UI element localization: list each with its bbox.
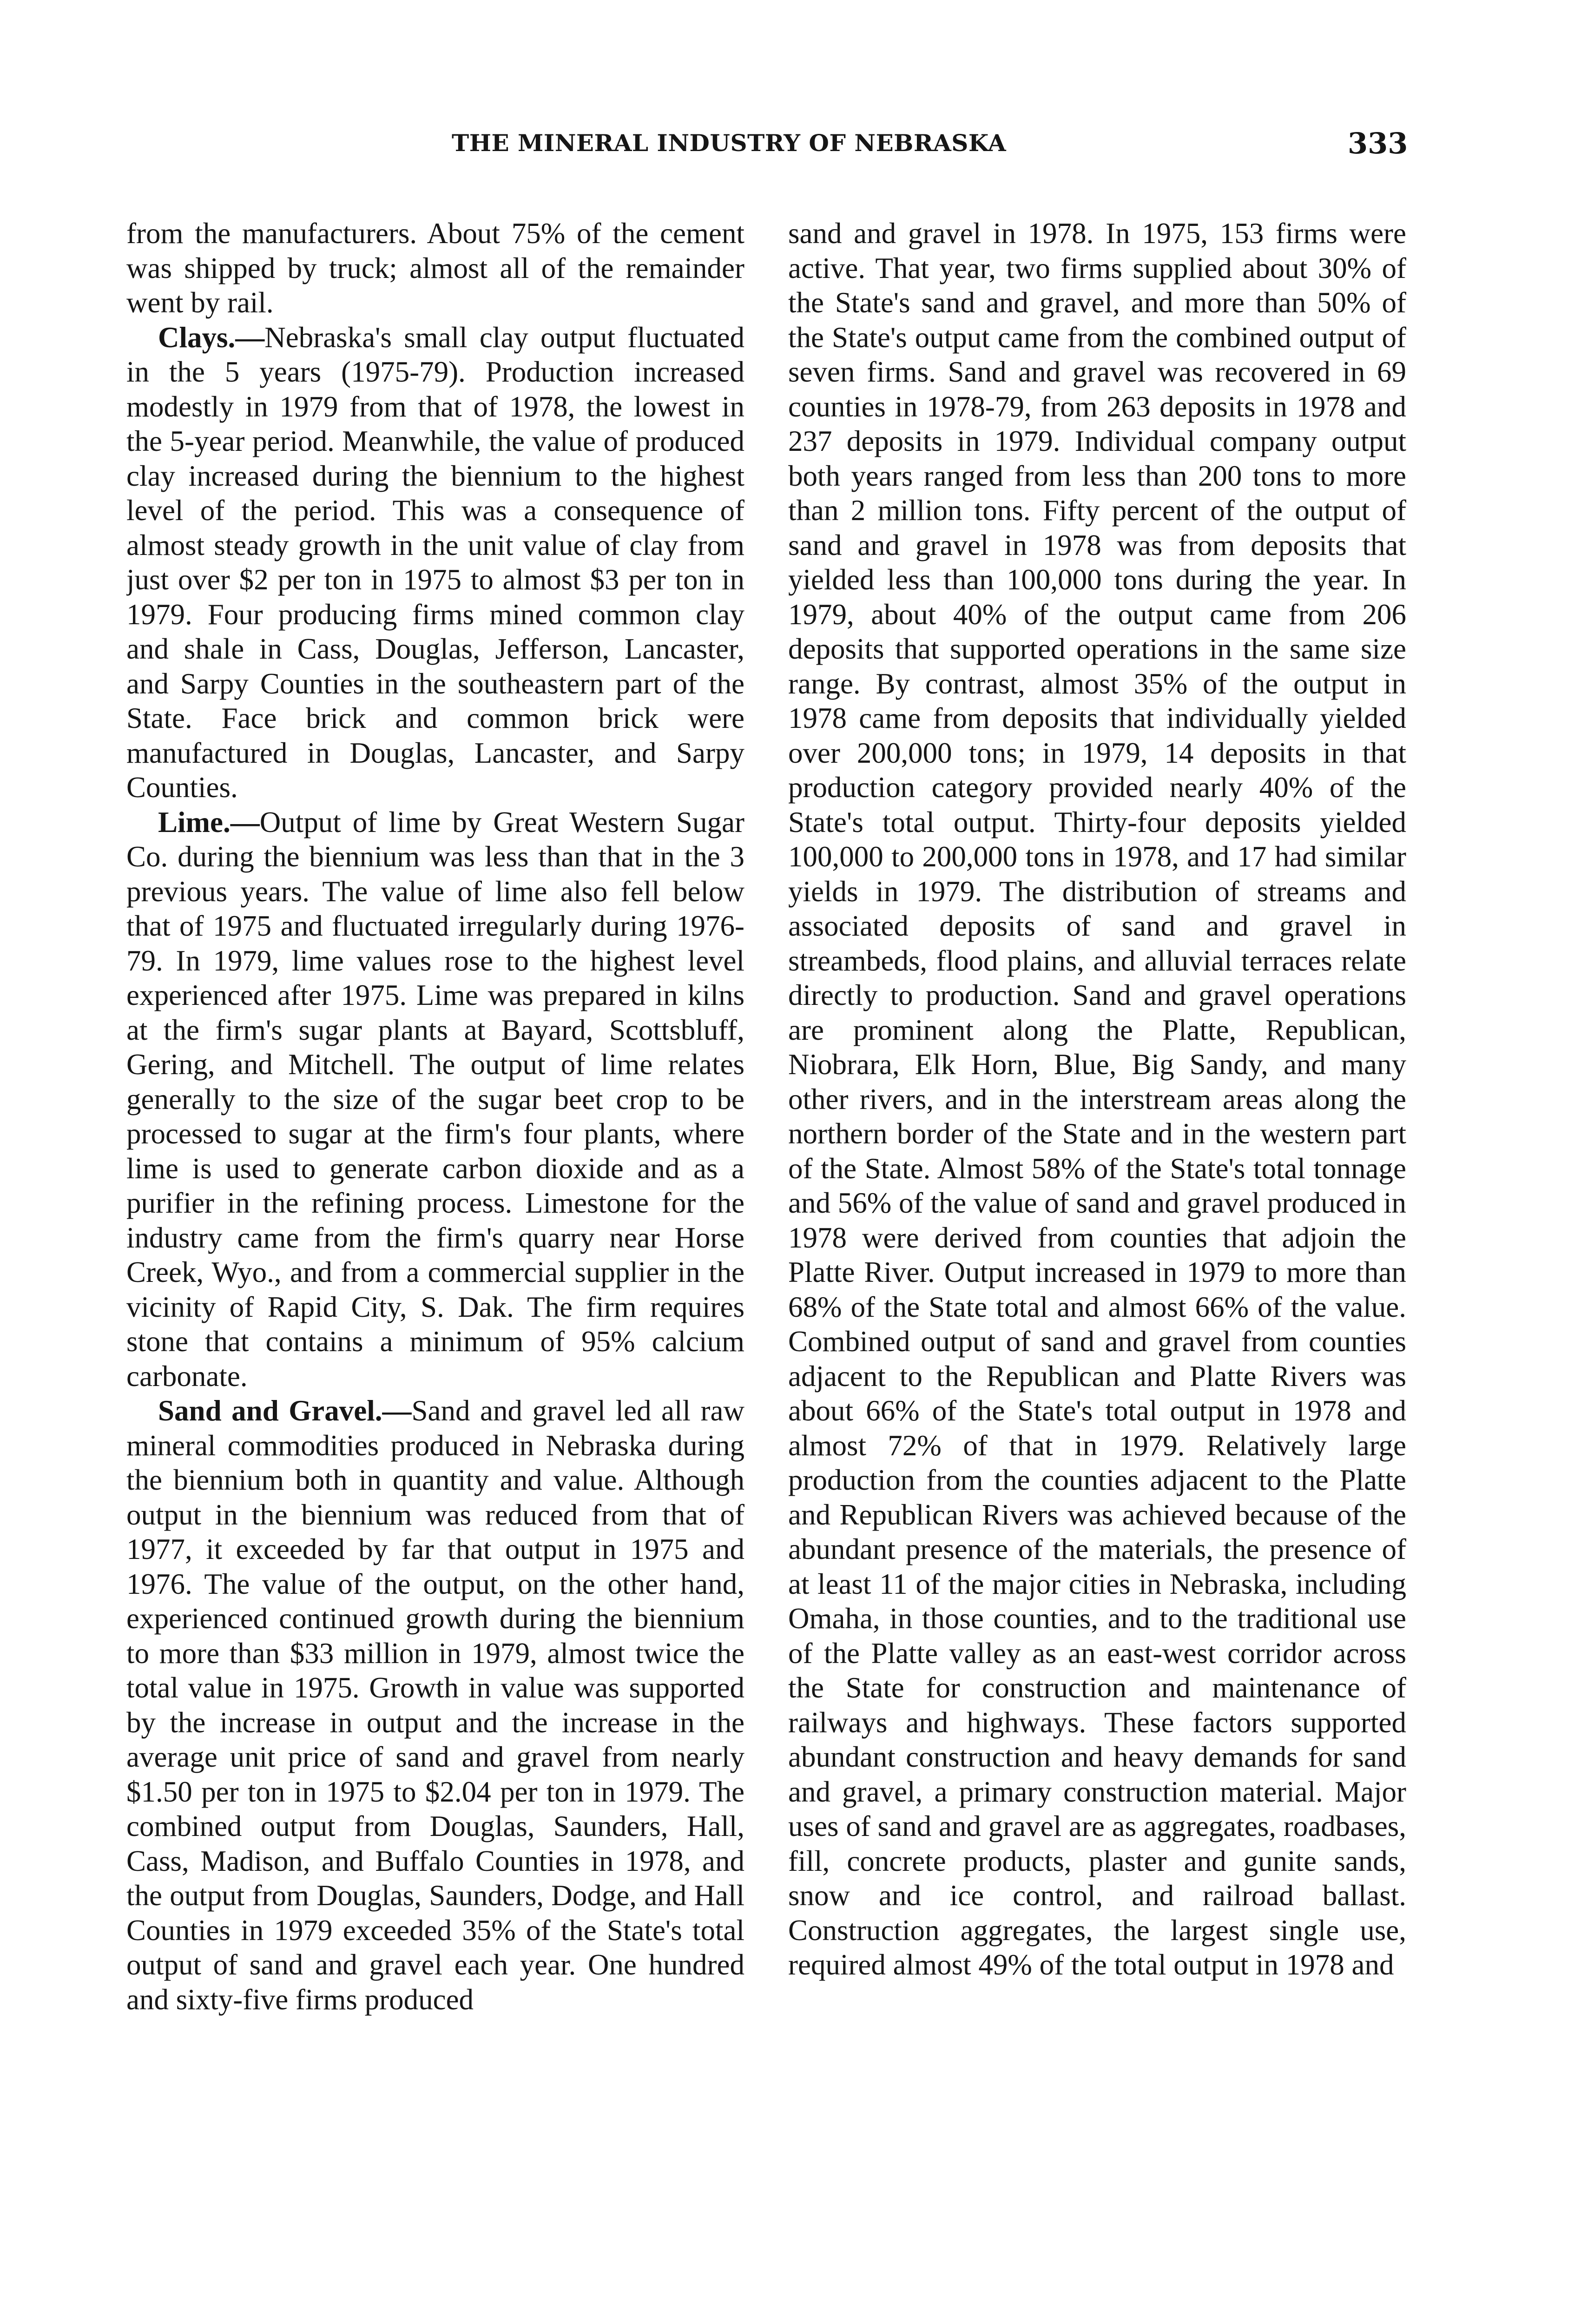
sand-gravel-heading: Sand and Gravel.— xyxy=(158,1394,412,1427)
clays-paragraph xyxy=(126,320,744,805)
clays-text: Nebraska's small clay output fluctuated in the 5 years (1975-79). Production increased modestly in 1979 from that of 1978, the lowest in the 5-year period. Meanwhile, the value of produced clay increased during the biennium to the highest level of the period. This was a consequence of almost steady growth in the unit value of clay from just over $2 per ton in 1975 to almost $3 per ton in 1979. Four producing firms mined common clay and shale in Cass, Douglas, Jefferson, Lancaster, and Sarpy Counties in the southeastern part of the State. Face brick and common brick were manufactured in Douglas, Lancaster, and Sarpy Counties. xyxy=(126,321,744,804)
page-number: 333 xyxy=(1348,126,1408,160)
clays-heading: Clays.— xyxy=(158,321,265,354)
lime-heading: Lime.— xyxy=(158,805,260,838)
running-head: THE MINERAL INDUSTRY OF NEBRASKA xyxy=(452,129,1007,157)
sand-gravel-paragraph xyxy=(126,1393,744,2017)
left-column xyxy=(126,216,744,2284)
right-column xyxy=(788,216,1406,2284)
sand-gravel-continued-paragraph: sand and gravel in 1978. In 1975, 153 firms were active. That year, two firms supplied about 30% of the State's sand and gravel, and more than 50% of the State's output came from the combined output of seven firms. Sand and gravel was recovered in 69 counties in 1978-79, from 263 deposits in 1978 and 237 deposits in 1979. Individual company output both years ranged from less than 200 tons to more than 2 million tons. Fifty percent of the output of sand and gravel in 1978 was from deposits that yielded less than 100,000 tons during the year. In 1979, about 40% of the output came from 206 deposits that supported operations in the same size range. By contrast, almost 35% of the output in 1978 came from deposits that individually yielded over 200,000 tons; in 1979, 14 deposits in that production category provided nearly 40% of the State's total output. Thirty-four deposits yielded 100,000 to 200,000 tons in 1978, and 17 had similar yields in 1979. The distribution of streams and associated deposits of sand and gravel in streambeds, flood plains, and alluvial terraces relate directly to production. Sand and gravel operations are prominent along the Platte, Republican, Niobrara, Elk Horn, Blue, Big Sandy, and many other rivers, and in the interstream areas along the northern border of the State and in the western part of the State. Almost 58% of the State's total tonnage and 56% of the value of sand and gravel produced in 1978 were derived from counties that adjoin the Platte River. Output increased in 1979 to more than 68% of the State total and almost 66% of the value. Combined output of sand and gravel from counties adjacent to the Republican and Platte Rivers was about 66% of the State's total output in 1978 and almost 72% of that in 1979. Relatively large production from the counties adjacent to the Platte and Republican Rivers was achieved because of the abundant presence of the materials, the presence of at least 11 of the major cities in Nebraska, including Omaha, in those counties, and to the traditional use of the Platte valley as an east-west corridor across the State for construction and maintenance of railways and highways. These factors supported abundant construction and heavy demands for sand and gravel, a primary construction material. Major uses of sand and gravel are as aggregates, roadbases, fill, concrete products, plaster and gunite sands, snow and ice control, and railroad ballast. Construction aggregates, the largest single use, required almost 49% of the total output in 1978 and xyxy=(788,217,1406,1981)
continued-paragraph: from the manufacturers. About 75% of the cement was shipped by truck; almost all of the remainder went by rail. xyxy=(126,217,744,319)
lime-text: Output of lime by Great Western Sugar Co. during the biennium was less than that in the 3 previous years. The value of lime also fell below that of 1975 and fluctuated irregularly during 1976-79. In 1979, lime values rose to the highest level experienced after 1975. Lime was prepared in kilns at the firm's sugar plants at Bayard, Scottsbluff, Gering, and Mitchell. The output of lime relates generally to the size of the sugar beet crop to be processed to sugar at the firm's four plants, where lime is used to generate carbon dioxide and as a purifier in the refining process. Limestone for the industry came from the firm's quarry near Horse Creek, Wyo., and from a commercial supplier in the vicinity of Rapid City, S. Dak. The firm requires stone that contains a minimum of 95% calcium carbonate. xyxy=(126,805,744,1393)
lime-paragraph xyxy=(126,805,744,1394)
sand-gravel-text: Sand and gravel led all raw mineral commodities produced in Nebraska during the biennium both in quantity and value. Although output in the biennium was reduced from that of 1977, it exceeded by far that output in 1975 and 1976. The value of the output, on the other hand, experienced continued growth during the biennium to more than $33 million in 1979, almost twice the total value in 1975. Growth in value was supported by the increase in output and the increase in the average unit price of sand and gravel from nearly $1.50 per ton in 1975 to $2.04 per ton in 1979. The combined output from Douglas, Saunders, Hall, Cass, Madison, and Buffalo Counties in 1978, and the output from Douglas, Saunders, Dodge, and Hall Counties in 1979 exceeded 35% of the State's total output of sand and gravel each year. One hundred and sixty-five firms produced xyxy=(126,1394,744,2016)
